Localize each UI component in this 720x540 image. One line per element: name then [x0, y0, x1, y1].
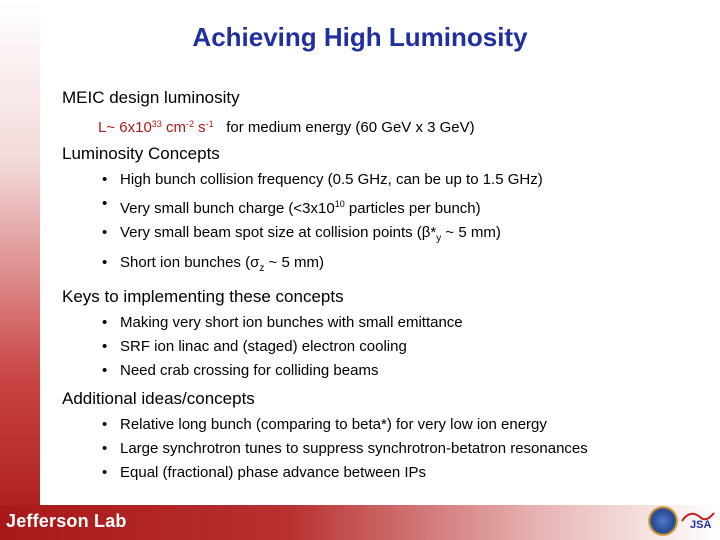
luminosity-concepts-list [62, 168, 712, 281]
list-item [62, 221, 712, 251]
additional-ideas-list [62, 413, 712, 485]
doe-seal-icon [648, 506, 678, 536]
list-item [62, 168, 712, 192]
list-item-text: High bunch collision frequency (0.5 GHz, can be up to 1.5 GHz) [120, 171, 543, 188]
list-item-text: Very small bunch charge (<3x10 [120, 200, 335, 217]
section-heading-luminosity-concepts: Luminosity Concepts [62, 144, 220, 163]
list-item-tail: ~ 5 mm) [441, 224, 501, 241]
lum-exp1: 33 [151, 119, 162, 129]
lum-prefix: L~ 6x10 [98, 119, 152, 136]
lum-exp3: -1 [205, 119, 214, 129]
section-heading-keys: Keys to implementing these concepts [62, 287, 344, 306]
keys-list [62, 311, 712, 383]
list-item: • Relative long bunch (comparing to beta*) for very low ion energy [62, 413, 712, 437]
section-heading-design-luminosity: MEIC design luminosity [62, 88, 240, 107]
list-item [62, 251, 712, 281]
lum-exp2: -2 [185, 119, 194, 129]
list-item: • SRF ion linac and (staged) electron cooling [62, 335, 712, 359]
jsa-logo-icon [680, 507, 716, 531]
luminosity-formula [98, 119, 214, 136]
left-decor-bar [0, 0, 40, 540]
list-item: • Need crab crossing for colliding beams [62, 359, 712, 383]
beta-subscript: y [436, 233, 442, 244]
luminosity-line [98, 114, 712, 138]
list-item [62, 192, 712, 221]
slide-title: Achieving High Luminosity [192, 22, 528, 52]
list-item-tail: ~ 5 mm) [264, 254, 324, 271]
sigma-subscript: z [259, 263, 265, 274]
list-item: • Large synchrotron tunes to suppress synchrotron-betatron resonances [62, 437, 712, 461]
list-item: • Equal (fractional) phase advance between IPs [62, 461, 712, 485]
jsa-logo-text: JSA [690, 519, 712, 531]
list-item-tail: particles per bunch) [344, 200, 481, 217]
slide-content [62, 86, 712, 489]
list-item-text: Very small beam spot size at collision points (β* [120, 224, 437, 241]
list-item-text: Short ion bunches (σ [120, 254, 260, 271]
luminosity-description: for medium energy (60 GeV x 3 GeV) [226, 119, 475, 136]
section-heading-additional: Additional ideas/concepts [62, 389, 255, 408]
lum-unit2: s [194, 119, 206, 136]
lum-unit1: cm [161, 119, 186, 136]
jefferson-lab-logo: Jefferson Lab [6, 511, 127, 531]
list-item: • Making very short ion bunches with small emittance [62, 311, 712, 335]
bunch-charge-exp: 10 [334, 199, 345, 209]
